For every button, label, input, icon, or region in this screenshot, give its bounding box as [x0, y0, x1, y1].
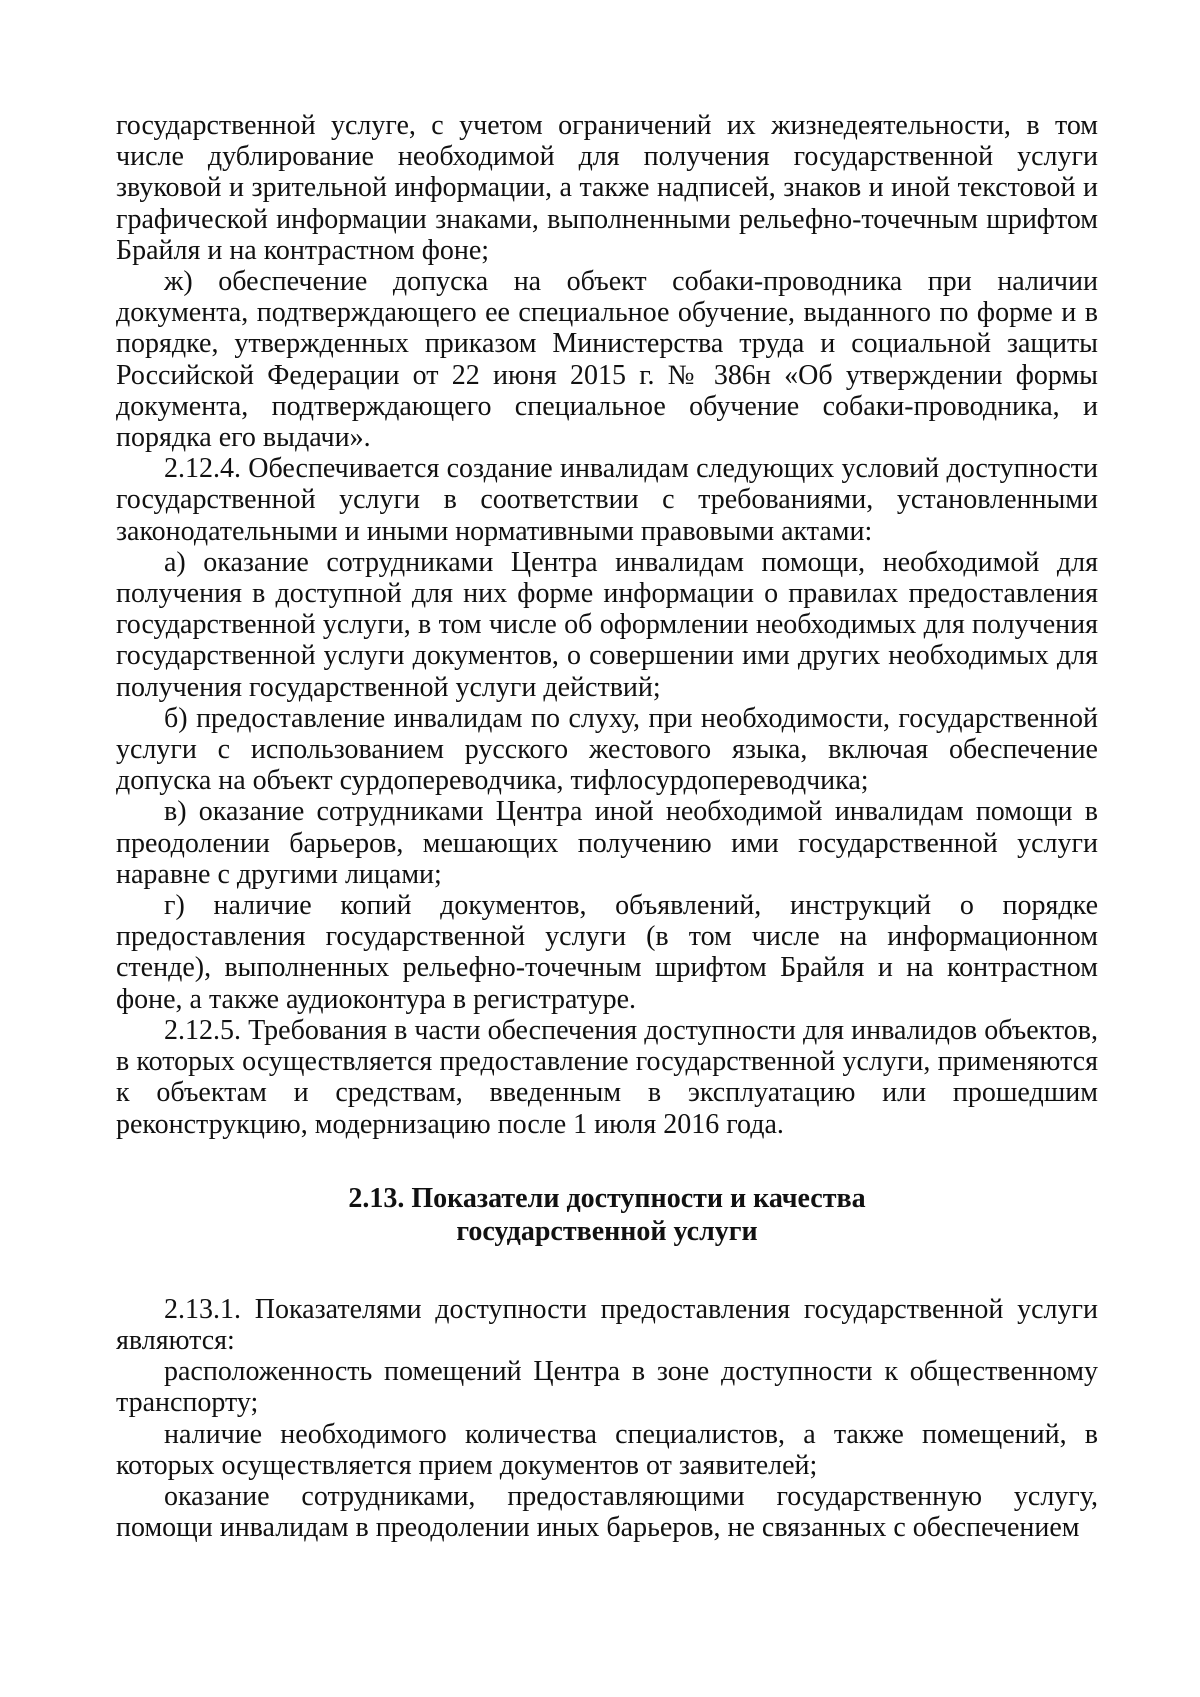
- paragraph-assistance: оказание сотрудниками, предоставляющими государственную услугу, помощи инвалидам в преодолении иных барьеров, не связанных с обеспечением: [116, 1480, 1098, 1544]
- paragraph-transport: расположенность помещений Центра в зоне доступности к общественному транспорту;: [116, 1356, 1098, 1419]
- paragraph-item-a: а) оказание сотрудниками Центра инвалидам помощи, необходимой для получения в доступной для них форме информации о правилах предоставления государственной услуги, в том числе об оформлении необходимых для получения государственной услуги документов, о совершении ими других необходимых для получения государственной услуги действий;: [116, 546, 1098, 703]
- paragraph-item-b: б) предоставление инвалидам по слуху, при необходимости, государственной услуги с использованием русского жестового языка, включая обеспечение допуска на объект сурдопереводчика, тифлосурдопереводчика;: [116, 702, 1098, 797]
- section-heading-line1: 2.13. Показатели доступности и качества: [348, 1182, 866, 1214]
- paragraph-specialists: наличие необходимого количества специалистов, а также помещений, в которых осуществляется прием документов от заявителей;: [116, 1418, 1098, 1481]
- section-heading-line2: государственной услуги: [456, 1215, 758, 1247]
- paragraph-2-12-5: 2.12.5. Требования в части обеспечения доступности для инвалидов объектов, в которых осуществляется предоставление государственной услуги, применяются к объектам и средствам, введенным в эксплуатацию или прошедшим реконструкцию, модернизацию после 1 июля 2016 года.: [116, 1014, 1098, 1140]
- section-heading: [116, 1182, 1098, 1248]
- paragraph-continuation: государственной услуге, с учетом ограничений их жизнедеятельности, в том числе дублирование необходимой для получения государственной услуги звуковой и зрительной информации, а также надписей, знаков и иной текстовой и графической информации знаками, выполненными рельефно-точечным шрифтом Брайля и на контрастном фоне;: [116, 110, 1098, 266]
- paragraph-item-zh: ж) обеспечение допуска на объект собаки-проводника при наличии документа, подтверждающего ее специальное обучение, выданного по форме и в порядке, утвержденных приказом Министерства труда и социальной защиты Российской Федерации от 22 июня 2015 г. № 386н «Об утверждении формы документа, подтверждающего специальное обучение собаки-проводника, и порядка его выдачи».: [116, 266, 1098, 454]
- paragraph-2-13-1: 2.13.1. Показателями доступности предоставления государственной услуги являются:: [116, 1293, 1098, 1356]
- paragraph-item-g: г) наличие копий документов, объявлений, инструкций о порядке предоставления государственной услуги (в том числе на информационном стенде), выполненных рельефно-точечным шрифтом Брайля и на контрастном фоне, а также аудиоконтура в регистратуре.: [116, 890, 1098, 1015]
- paragraph-2-12-4: 2.12.4. Обеспечивается создание инвалидам следующих условий доступности государственной услуги в соответствии с требованиями, установленными законодательными и иными нормативными правовыми актами:: [116, 453, 1098, 547]
- document-page: [116, 110, 1098, 1543]
- paragraph-item-v: в) оказание сотрудниками Центра иной необходимой инвалидам помощи в преодолении барьеров, мешающих получению ими государственной услуги наравне с другими лицами;: [116, 796, 1098, 890]
